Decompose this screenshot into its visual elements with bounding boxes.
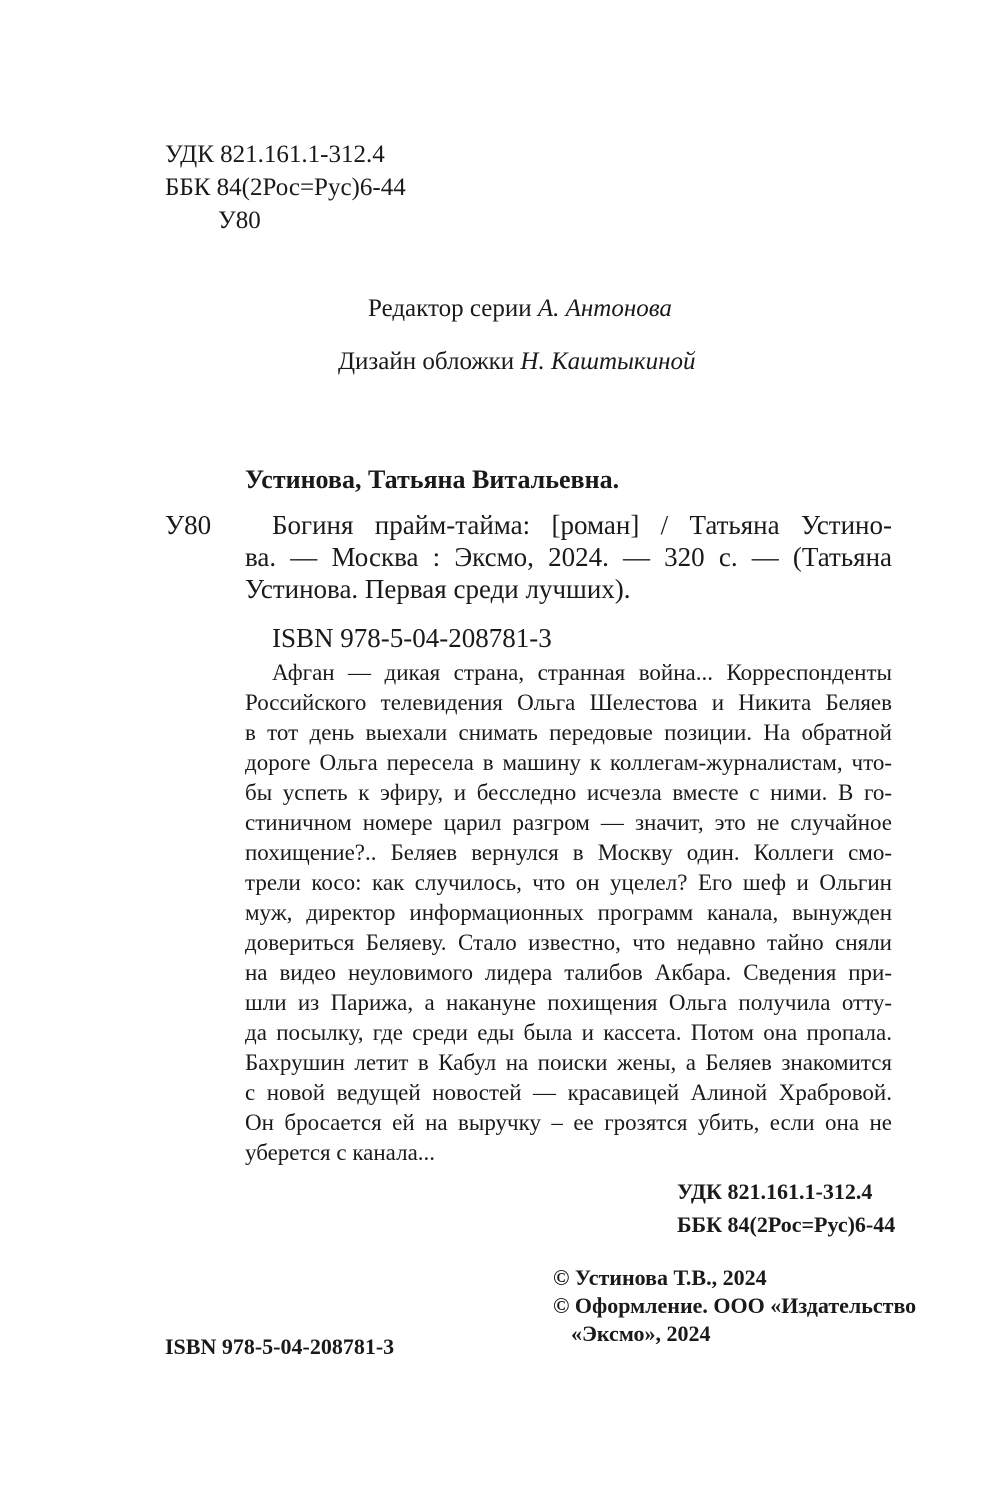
author-heading: Устинова, Татьяна Витальевна. — [245, 465, 620, 494]
annotation-line: в тот день выехали снимать передовые позиции. На обратной — [245, 720, 892, 745]
annotation-line: дороге Ольга пересела в машину к коллегам-журналистам, что- — [245, 750, 892, 775]
annotation-line: стиничном номере царил разгром — значит, это не случайное — [245, 810, 892, 835]
series-editor-name: А. Антонова — [537, 295, 672, 322]
annotation-line: довериться Беляеву. Стало известно, что недавно тайно сняли — [245, 930, 892, 955]
card-bbk: ББК 84(2Рос=Рус)6-44 — [677, 1212, 896, 1237]
top-bbk: ББК 84(2Рос=Рус)6-44 — [165, 174, 406, 201]
cover-design-credit — [338, 346, 696, 378]
card-author-sign: У80 — [165, 510, 212, 540]
description-line: Устинова. Первая среди лучших). — [245, 574, 631, 604]
cover-design-label: Дизайн обложки — [338, 348, 515, 375]
card-udk: УДК 821.161.1-312.4 — [677, 1179, 873, 1204]
annotation-line: да посылку, где среди еды была и кассета. Потом она пропала. — [245, 1020, 892, 1045]
annotation-line: на видео неуловимого лидера талибов Акбара. Сведения при- — [245, 960, 892, 985]
copyright-line: © Устинова Т.В., 2024 — [553, 1265, 767, 1290]
copyright-line: «Эксмо», 2024 — [571, 1321, 711, 1346]
annotation-line: уберется с канала... — [245, 1140, 436, 1165]
annotation-line: Афган — дикая страна, странная война... Корреспонденты — [272, 660, 892, 685]
annotation-line: трели косо: как случилось, что он уцелел? Его шеф и Ольгин — [245, 870, 892, 895]
description-line: ва. — Москва : Эксмо, 2024. — 320 с. — (Татьяна — [245, 542, 892, 572]
description-line: Богиня прайм-тайма: [роман] / Татьяна Устино- — [272, 510, 892, 540]
annotation-line: Он бросается ей на выручку – ее грозятся убить, если она не — [245, 1110, 892, 1135]
series-editor-label: Редактор серии — [368, 295, 532, 322]
annotation-line: похищение?.. Беляев вернулся в Москву один. Коллеги смо- — [245, 840, 892, 865]
copyright-line: © Оформление. ООО «Издательство — [553, 1293, 917, 1318]
annotation-line: муж, директор информационных программ канала, вынужден — [245, 900, 892, 925]
annotation-line: бы успеть к эфиру, и бесследно исчезла вместе с ними. В го- — [245, 780, 892, 805]
annotation-line: Российского телевидения Ольга Шелестова и Никита Беляев — [245, 690, 892, 715]
series-editor-credit — [368, 293, 672, 325]
annotation-line: шли из Парижа, а накануне похищения Ольга получила отту- — [245, 990, 892, 1015]
top-author-sign: У80 — [218, 207, 261, 234]
cover-design-name: Н. Каштыкиной — [520, 348, 696, 375]
annotation-line: Бахрушин летит в Кабул на поиски жены, а Беляев знакомится — [245, 1050, 892, 1075]
top-udk: УДК 821.161.1-312.4 — [165, 141, 385, 168]
annotation-line: с новой ведущей новостей — красавицей Алиной Храбровой. — [245, 1080, 892, 1105]
card-isbn: ISBN 978-5-04-208781-3 — [272, 623, 552, 653]
footer-isbn: ISBN 978-5-04-208781-3 — [165, 1334, 395, 1359]
